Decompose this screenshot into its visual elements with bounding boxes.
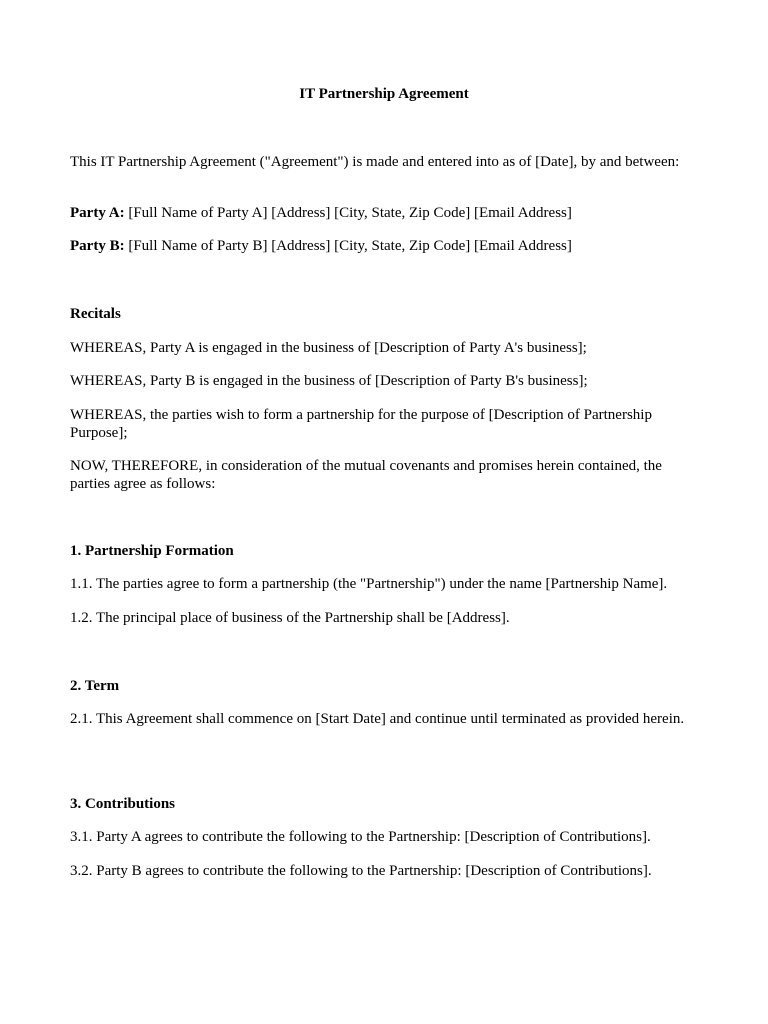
section-3-heading: 3. Contributions: [70, 796, 176, 812]
intro-paragraph: This IT Partnership Agreement ("Agreement") is made and entered into as of [Date], by and between:: [70, 154, 680, 170]
party-a-label: Party A:: [70, 205, 125, 221]
whereas-paragraph-1: WHEREAS, Party A is engaged in the business of [Description of Party A's business];: [70, 340, 587, 356]
clause-2-1: 2.1. This Agreement shall commence on [Start Date] and continue until terminated as provided herein.: [70, 711, 685, 727]
now-therefore-paragraph: NOW, THEREFORE, in consideration of the mutual covenants and promises herein contained, the parties agree as follows:: [70, 458, 662, 492]
clause-3-1: 3.1. Party A agrees to contribute the following to the Partnership: [Description of Contributions].: [70, 829, 651, 845]
clause-1-2: 1.2. The principal place of business of the Partnership shall be [Address].: [70, 610, 510, 626]
section-1-heading: 1. Partnership Formation: [70, 543, 234, 559]
clause-3-2: 3.2. Party B agrees to contribute the following to the Partnership: [Description of Contributions].: [70, 863, 652, 879]
whereas-paragraph-3: WHEREAS, the parties wish to form a partnership for the purpose of [Description of Partnership Purpose];: [70, 407, 652, 441]
party-a-paragraph: [70, 204, 698, 222]
party-b-label: Party B:: [70, 238, 125, 254]
document-title: IT Partnership Agreement: [299, 86, 469, 102]
party-a-text: [Full Name of Party A] [Address] [City, State, Zip Code] [Email Address]: [124, 205, 572, 221]
party-b-paragraph: [70, 237, 698, 255]
section-2-heading: 2. Term: [70, 678, 120, 694]
recitals-heading: Recitals: [70, 306, 121, 322]
whereas-paragraph-2: WHEREAS, Party B is engaged in the business of [Description of Party B's business];: [70, 373, 588, 389]
clause-1-1: 1.1. The parties agree to form a partnership (the "Partnership") under the name [Partnership Name].: [70, 576, 668, 592]
party-b-text: [Full Name of Party B] [Address] [City, State, Zip Code] [Email Address]: [124, 238, 572, 254]
